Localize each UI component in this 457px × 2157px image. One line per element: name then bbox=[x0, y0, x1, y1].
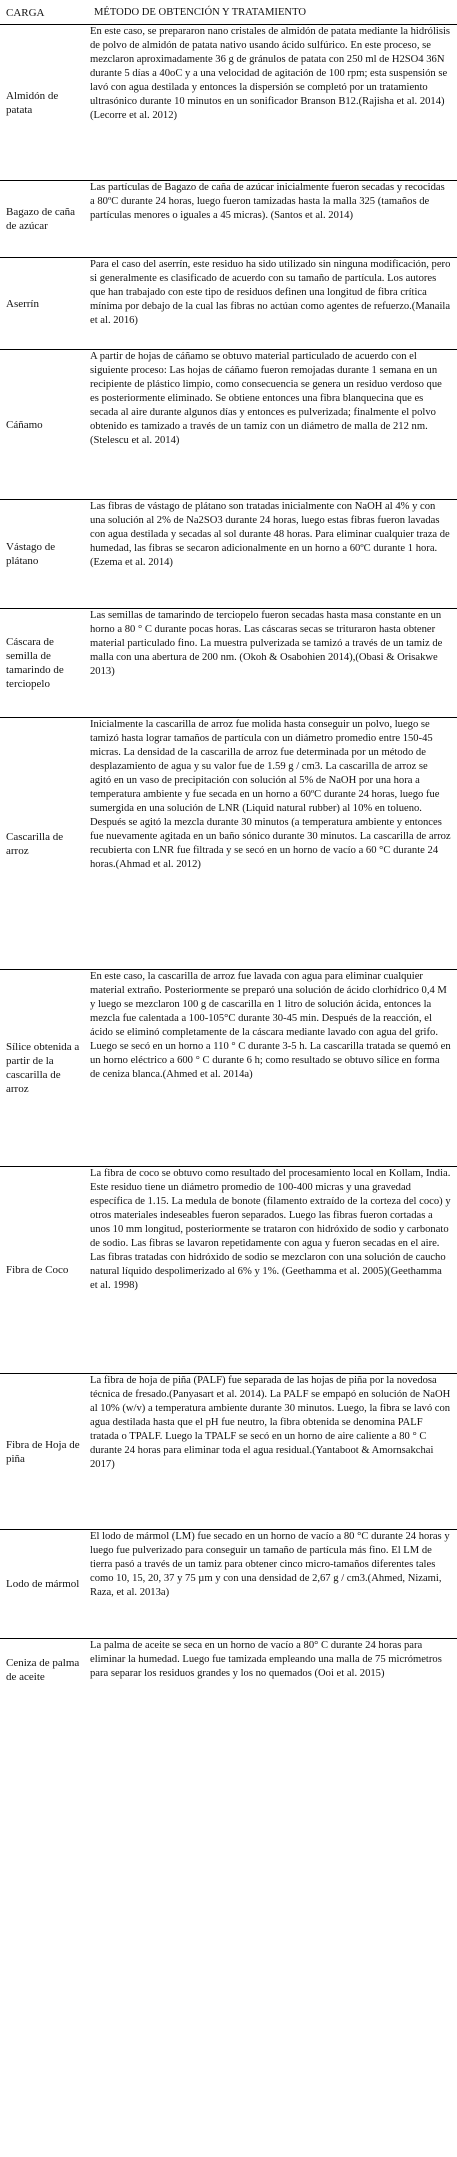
carga-cell: Ceniza de palma de aceite bbox=[6, 1657, 80, 1683]
carga-cell: Fibra de Hoja de piña bbox=[6, 1438, 80, 1465]
table-row bbox=[0, 718, 457, 970]
table-row bbox=[0, 350, 457, 500]
table-row bbox=[0, 500, 457, 609]
metodo-cell: La palma de aceite se seca en un horno de vacío a 80° C durante 24 horas para eliminar la humedad. Luego fue tamizada empleando una malla de 75 micrómetros para separar los residuos grandes y los no quemados (Ooi et al. 2015) bbox=[90, 1640, 442, 1679]
metodo-cell: En este caso, la cascarilla de arroz fue lavada con agua para eliminar cualquier material extraño. Posteriormente se preparó una solución de ácido clorhídrico 0,4 M y luego se mezclaron 100 g de cascarilla en 1 litro de solución ácida, entonces la mezcla fue calentada a 100-105°C durante 30-45 min. Después de la reacción, el ácido se eliminó completamente de la cáscara mediante lavado con agua del grifo. Luego se secó en un horno a 110 ° C durante 3-5 h. La cascarilla tratada se quemó en un horno eléctrico a 600 ° C durante 6 h; como resultado se obtuvo sílice en forma de ceniza blanca.(Ahmed et al. 2014a) bbox=[90, 971, 451, 1080]
table-row bbox=[0, 1167, 457, 1374]
table-row bbox=[0, 970, 457, 1167]
carga-cell: Cascarilla de arroz bbox=[6, 830, 64, 857]
table-row bbox=[0, 25, 457, 181]
carga-cell: Cáscara de semilla de tamarindo de terciopelo bbox=[6, 636, 64, 690]
table-row bbox=[0, 1374, 457, 1530]
metodo-cell: El lodo de mármol (LM) fue secado en un horno de vacío a 80 °C durante 24 horas y luego fue pulverizado para conseguir un tamaño de partícula más fino. El LM de tierra pasó a través de un tamiz para obtener cinco micro-tamaños diferentes tales como 10, 15, 20, 37 y 75 µm y con una densidad de 2,67 g / cm3.(Ahmed, Nizami, Raza, et al. 2013a) bbox=[90, 1531, 450, 1598]
metodo-cell: Las fibras de vástago de plátano son tratadas inicialmente con NaOH al 4% y con una solución al 2% de Na2SO3 durante 24 horas, luego estas fibras fueron lavadas con agua destilada y secadas al sol durante 48 horas. Para eliminar cualquier traza de humedad, las fibras se secaron adicionalmente en un horno a 60ºC durante 1 hora. (Ezema et al. 2014) bbox=[90, 501, 450, 568]
metodo-cell: Las partículas de Bagazo de caña de azúcar inicialmente fueron secadas y recocidas a 80ºC durante 24 horas, luego fueron tamizadas hasta la malla 325 (tamaños de partículas menores o iguales a 45 micras). (Santos et al. 2014) bbox=[90, 182, 445, 221]
carga-cell: Cáñamo bbox=[6, 418, 43, 431]
carga-cell: Lodo de mármol bbox=[6, 1578, 80, 1590]
carga-cell: Fibra de Coco bbox=[6, 1264, 69, 1276]
metodo-cell: A partir de hojas de cáñamo se obtuvo material particulado de acuerdo con el siguiente proceso: Las hojas de cáñamo fueron remojadas durante 1 semana en un recipiente de plástico limpio, como consecuencia se genera un residuo verdoso que es posteriormente eliminado. Se obtiene entonces una fibra blanquecina que es secada al aire durante algunos días y entonces es pulverizada; finalmente el polvo obtenido es tamizado a través de un tamiz con un diámetro de malla de 212 nm. (Stelescu et al. 2014) bbox=[90, 351, 442, 446]
carga-cell: Almidón de patata bbox=[6, 89, 59, 116]
table-header bbox=[0, 0, 457, 25]
table-row bbox=[0, 609, 457, 718]
metodo-cell: Inicialmente la cascarilla de arroz fue molida hasta conseguir un polvo, luego se tamizó hasta lograr tamaños de partícula con un diámetro promedio entre 150-45 micras. La densidad de la cascarilla de arroz fue determinada por un método de desplazamiento de agua y su valor fue de 1.59 g / cm3. La cascarilla de arroz se agitó en un vaso de precipitación con solución al 5% de NaOH por una hora a temperatura ambiente y fue secada en un horno a 60ºC durante 24 horas, luego fue sumergida en una solución de LNR (Liquid natural rubber) al 10% en tolueno. Después se agitó la mezcla durante 30 minutos (a temperatura ambiente y entonces fue nuevamente agitada en un baño sónico durante 30 minutos. La cascarilla de arroz recubierta con LNR fue filtrada y se secó en un horno de vacío a 60 °C durante 24 horas.(Ahmad et al. 2012) bbox=[90, 719, 451, 870]
carga-cell: Sílice obtenida a partir de la cascarilla de arroz bbox=[6, 1041, 80, 1095]
header-metodo: MÉTODO DE OBTENCIÓN Y TRATAMIENTO bbox=[94, 7, 306, 19]
metodo-cell: En este caso, se prepararon nano cristales de almidón de patata mediante la hidrólisis de polvo de almidón de patata nativo usando ácido sulfúrico. En este proceso, se mezclaron aproximadamente 36 g de gránulos de patata con 250 ml de H2SO4 36N durante 5 días a 40oC y a una velocidad de agitación de 100 rpm; esta suspensión se lavó con agua destilada y entonces la dispersión se completó por un tratamiento ultrasónico durante 10 minutos en un sonificador Branson B12.(Rajisha et al. 2014)(Lecorre et al. 2012) bbox=[90, 26, 451, 121]
metodo-cell: Para el caso del aserrín, este residuo ha sido utilizado sin ninguna modificación, pero si generalmente es clasificado de acuerdo con su tamaño de partícula. Los autores que han trabajado con este tipo de residuos definen una longitud de fibra crítica mínima por debajo de la cual las fibras no actúan como agentes de refuerzo.(Manaila et al. 2016) bbox=[90, 259, 451, 326]
table-row bbox=[0, 258, 457, 350]
carga-cell: Aserrín bbox=[6, 297, 39, 310]
carga-cell: Vástago de plátano bbox=[6, 541, 56, 567]
table-row bbox=[0, 1639, 457, 1701]
metodo-cell: La fibra de hoja de piña (PALF) fue separada de las hojas de piña por la novedosa técnica de fresado.(Panyasart et al. 2014). La PALF se empapó en solución de NaOH al 10% (w/v) a temperatura ambiente durante 30 minutos. Luego, la fibra se lavó con agua destilada hasta que el pH fue neutro, la fibra obtenida se denomina PALF tratada o TPALF. Luego la TPALF se secó en un horno de aire caliente a 80 ° C durante 24 horas para eliminar toda el agua residual.(Yantaboot & Amornsakchai 2017) bbox=[90, 1375, 451, 1470]
table-row bbox=[0, 181, 457, 258]
table-row bbox=[0, 1530, 457, 1639]
metodo-cell: Las semillas de tamarindo de terciopelo fueron secadas hasta masa constante en un horno a 80 ° C durante pocas horas. Las cáscaras secas se trituraron hasta obtener material particulado fino. La muestra pulverizada se tamizó a través de un tamiz de malla con una abertura de 200 nm. (Okoh & Osabohien 2014),(Obasi & Orisakwe 2013) bbox=[90, 610, 443, 677]
carga-cell: Bagazo de caña de azúcar bbox=[6, 206, 76, 232]
header-carga: CARGA bbox=[6, 7, 45, 19]
metodo-cell: La fibra de coco se obtuvo como resultado del procesamiento local en Kollam, India. Este residuo tiene un diámetro promedio de 100-400 micras y una gravedad específica de 1.15. La medula de bonote (filamento extraído de la corteza del coco) y otros materiales indeseables fueron separados. Luego las fibras fueron cortadas a unos 10 mm longitud, posteriormente se trataron con hidróxido de sodio y carbonato de sodio. Las fibras se lavaron repetidamente con agua y fueron secadas en el aire. Las fibras tratadas con hidróxido de sodio se mezclaron con una solución de caucho natural líquido despolimerizado al 6% y 1%. (Geethamma et al. 2005)(Geethamma et al. 1998) bbox=[90, 1168, 451, 1291]
